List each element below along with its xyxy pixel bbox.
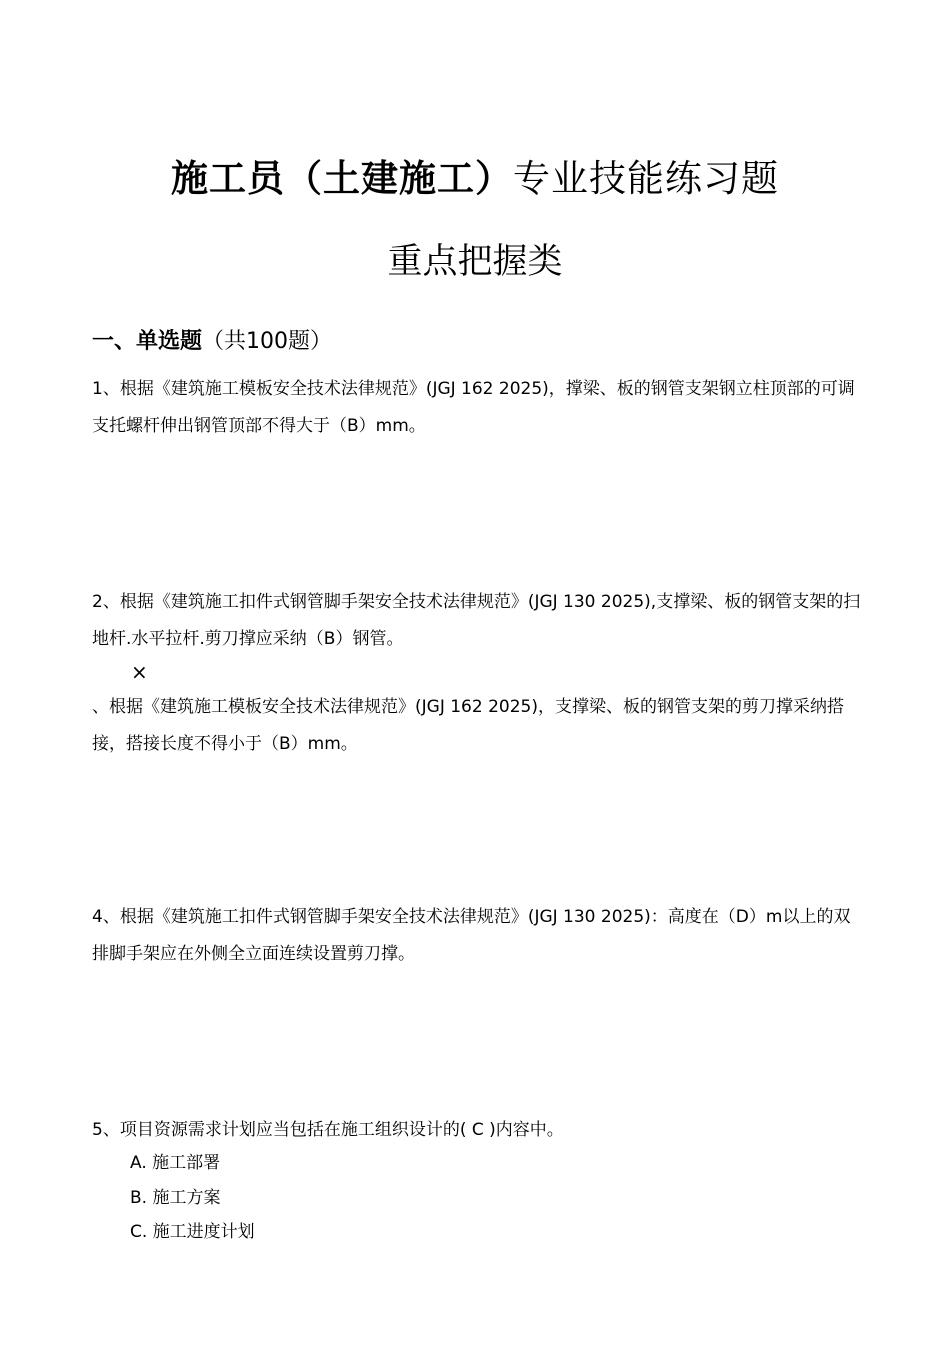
question-5-option-a: A. 施工部署 [130,1153,221,1173]
section-heading-count: （共100题） [202,329,333,354]
question-5-option-b: B. 施工方案 [130,1188,221,1208]
document-title-bold: 施工员（土建施工） [171,157,513,200]
question-2: 2、根据《建筑施工扣件式钢管脚手架安全技术法律规范》(JGJ 130 2025),支撑梁、板的钢管支架的扫地杆.水平拉杆.剪刀撑应采纳（B）钢管。 [92,592,861,649]
question-5-option-c: C. 施工进度计划 [130,1222,255,1242]
question-1: 1、根据《建筑施工模板安全技术法律规范》(JGJ 162 2025)，撑梁、板的钢管支架钢立柱顶部的可调支托螺杆伸出钢管顶部不得大于（B）mm。 [92,379,855,436]
document-title [0,148,950,202]
document-title-rest: 专业技能练习题 [513,157,779,200]
question-3: 、根据《建筑施工模板安全技术法律规范》(JGJ 162 2025)，支撑梁、板的钢管支架的剪刀撑采纳搭接，搭接长度不得小于（B）mm。 [92,697,844,754]
section-heading [92,324,332,355]
question-4: 4、根据《建筑施工扣件式钢管脚手架安全技术法律规范》(JGJ 130 2025)：高度在（D）m以上的双排脚手架应在外侧全立面连续设置剪刀撑。 [92,907,851,964]
document-subtitle: 重点把握类 [387,242,563,282]
section-heading-bold: 一、单选题 [92,329,203,354]
question-5: 5、项目资源需求计划应当包括在施工组织设计的( C )内容中。 [92,1120,564,1140]
cross-mark: × [131,660,148,684]
